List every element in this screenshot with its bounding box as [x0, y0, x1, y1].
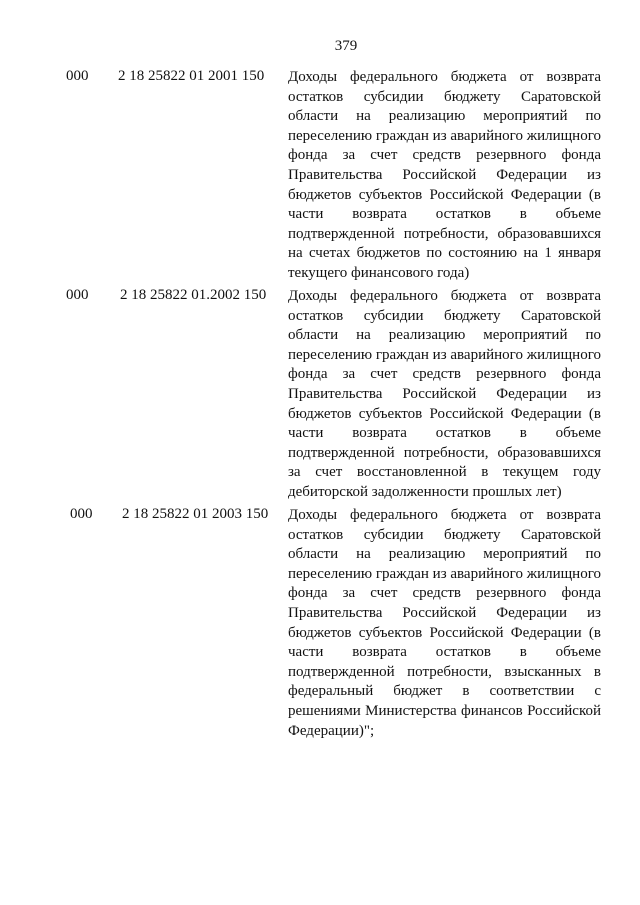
- revenue-description: Доходы федерального бюджета от возврата остатков субсидии бюджету Саратовской области на реализацию мероприятий по переселению граждан из аварийного жилищного фонда за счет средств резервного фонда Правительства Российской Федерации из бюджетов субъектов Российской Федерации (в части возврата остатков в объеме подтвержденной потребности, образовавшихся на счетах бюджетов по состоянию на 1 января текущего финансового года): [288, 69, 601, 281]
- budget-classification-code: 2 18 25822 01 2001 150: [118, 68, 265, 84]
- page-number: 379: [334, 38, 358, 54]
- administrator-code: 000: [70, 506, 93, 522]
- administrator-code: 000: [66, 68, 89, 84]
- budget-classification-code: 2 18 25822 01.2002 150: [120, 287, 267, 303]
- administrator-code: 000: [66, 287, 89, 303]
- budget-classification-code: 2 18 25822 01 2003 150: [122, 506, 269, 522]
- revenue-description: Доходы федерального бюджета от возврата остатков субсидии бюджету Саратовской области на реализацию мероприятий по переселению граждан из аварийного жилищного фонда за счет средств резервного фонда Правительства Российской Федерации из бюджетов субъектов Российской Федерации (в части возврата остатков в объеме подтвержденной потребности, образовавшихся за счет восстановленной в текущем году дебиторской задолженности прошлых лет): [288, 288, 601, 500]
- revenue-description: Доходы федерального бюджета от возврата остатков субсидии бюджету Саратовской области на реализацию мероприятий по переселению граждан из аварийного жилищного фонда за счет средств резервного фонда Правительства Российской Федерации из бюджетов субъектов Российской Федерации (в части возврата остатков в объеме подтвержденной потребности, взысканных в федеральный бюджет в соответствии с решениями Министерства финансов Российской Федерации)";: [288, 507, 601, 739]
